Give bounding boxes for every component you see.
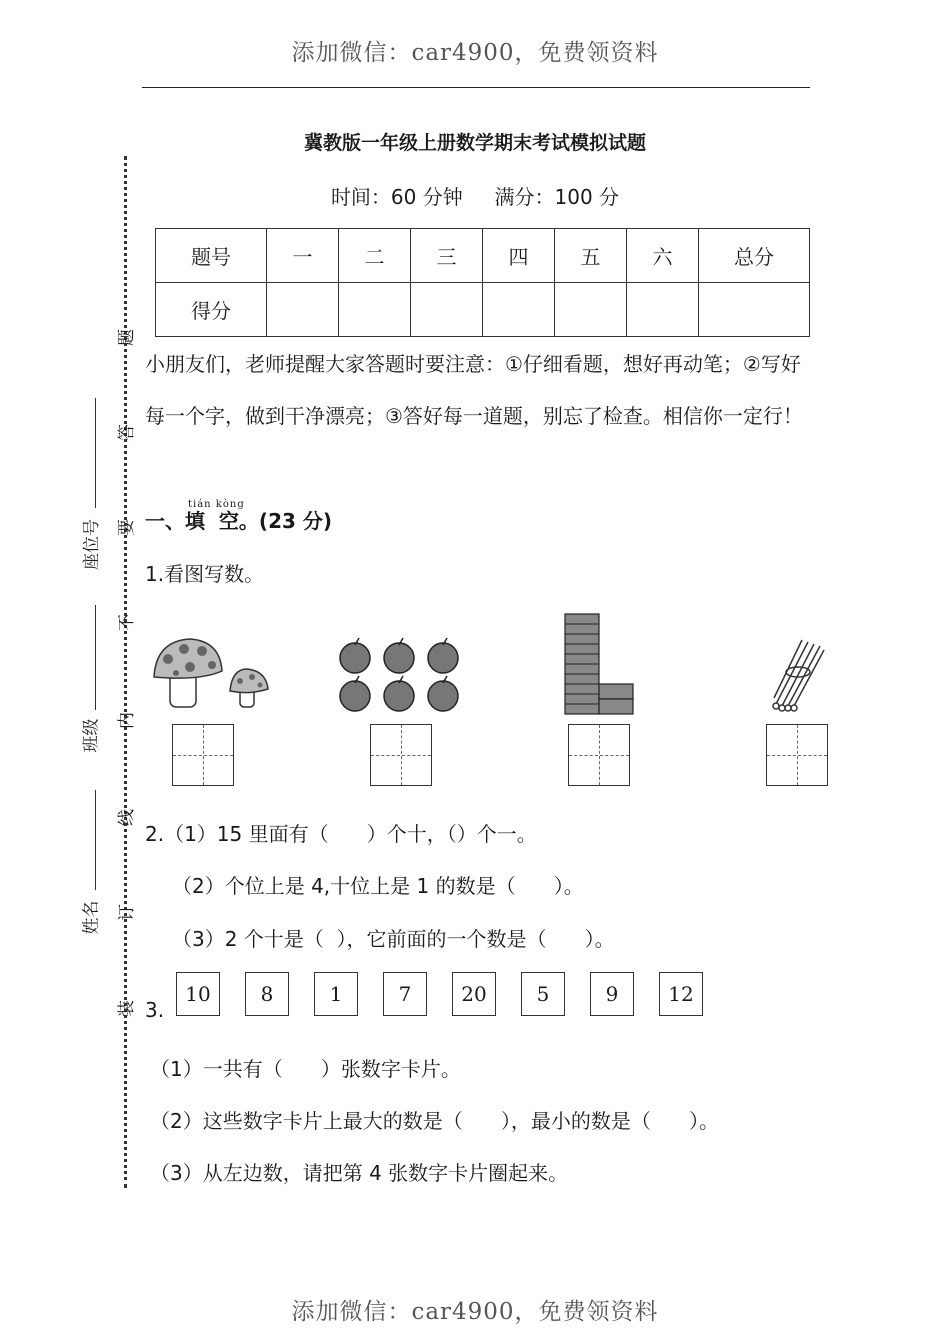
margin-char: 题 [117, 329, 137, 346]
watermark-top: 添加微信：car4900，免费领资料 [291, 40, 659, 66]
score-cell[interactable] [411, 283, 483, 337]
score-header-cell: 六 [627, 229, 699, 283]
number-card[interactable]: 8 [245, 972, 289, 1016]
margin-char: 内 [117, 712, 137, 729]
number-card[interactable]: 12 [659, 972, 703, 1016]
margin-char: 要 [117, 519, 137, 536]
question-2-part-1: 2.（1）15 里面有（ ）个十，（）个一。 [145, 822, 537, 846]
seat-number-label: 座位号 [82, 519, 102, 570]
sticks-bundle-image [768, 636, 828, 716]
score-header-cell: 一 [267, 229, 339, 283]
question-3-part-1: （1）一共有（ ）张数字卡片。 [150, 1057, 461, 1081]
question-3-part-3: （3）从左边数，请把第 4 张数字卡片圈起来。 [150, 1161, 569, 1185]
score-header-cell: 二 [339, 229, 411, 283]
exam-subtitle: 时间：60 分钟 满分：100 分 [330, 185, 620, 209]
answer-box[interactable] [568, 724, 630, 786]
answer-box[interactable] [766, 724, 828, 786]
answer-box[interactable] [370, 724, 432, 786]
watermark-bottom: 添加微信：car4900，免费领资料 [291, 1299, 659, 1325]
margin-char: 装 [117, 1000, 137, 1017]
exam-title: 冀教版一年级上册数学期末考试模拟试题 [303, 132, 646, 154]
score-table [155, 228, 810, 337]
score-cell[interactable] [483, 283, 555, 337]
margin-char: 不 [117, 614, 137, 631]
question-1: 1.看图写数。 [145, 562, 265, 586]
apples-image [335, 636, 465, 718]
question-3-part-2: （2）这些数字卡片上最大的数是（ ），最小的数是（ ）。 [150, 1109, 720, 1133]
number-card[interactable]: 5 [521, 972, 565, 1016]
score-cell[interactable] [339, 283, 411, 337]
intro-paragraph: 小朋友们，老师提醒大家答题时要注意：①仔细看题，想好再动笔；②写好每一个字，做到干净漂亮；③答好每一道题，别忘了检查。相信你一定行！ [145, 352, 803, 428]
number-card[interactable]: 20 [452, 972, 496, 1016]
number-card[interactable]: 1 [314, 972, 358, 1016]
question-2-part-2: （2）个位上是 4,十位上是 1 的数是（ ）。 [172, 874, 584, 898]
number-card[interactable]: 9 [590, 972, 634, 1016]
section-1-title: 一、填 空。(23 分) [145, 509, 333, 533]
score-row-label: 得分 [156, 283, 267, 337]
score-table-header-row [156, 229, 810, 283]
score-header-cell: 三 [411, 229, 483, 283]
number-card[interactable]: 7 [383, 972, 427, 1016]
blocks-image [563, 612, 635, 718]
question-2-part-3: （3）2 个十是（ ），它前面的一个数是（ ）。 [172, 927, 615, 951]
class-label: 班级 [81, 718, 102, 753]
name-field[interactable] [95, 790, 97, 890]
seat-number-field[interactable] [95, 398, 97, 508]
name-label: 姓名 [81, 900, 102, 935]
margin-char: 订 [117, 904, 137, 921]
section-pinyin: tián kòng [188, 499, 245, 510]
number-card[interactable]: 10 [176, 972, 220, 1016]
score-header-cell: 五 [555, 229, 627, 283]
class-field[interactable] [95, 605, 97, 710]
mushroom-image [150, 635, 272, 715]
question-3-label: 3. [145, 998, 165, 1022]
score-cell[interactable] [555, 283, 627, 337]
score-header-cell: 四 [483, 229, 555, 283]
score-cell[interactable] [627, 283, 699, 337]
header-rule [142, 87, 810, 88]
margin-char: 答 [117, 424, 137, 441]
score-cell[interactable] [267, 283, 339, 337]
score-cell[interactable] [699, 283, 810, 337]
score-header-cell: 题号 [156, 229, 267, 283]
score-header-cell: 总分 [699, 229, 810, 283]
margin-char: 线 [117, 809, 137, 826]
score-table-score-row [156, 283, 810, 337]
binding-dotted-line [124, 156, 127, 1188]
answer-box[interactable] [172, 724, 234, 786]
